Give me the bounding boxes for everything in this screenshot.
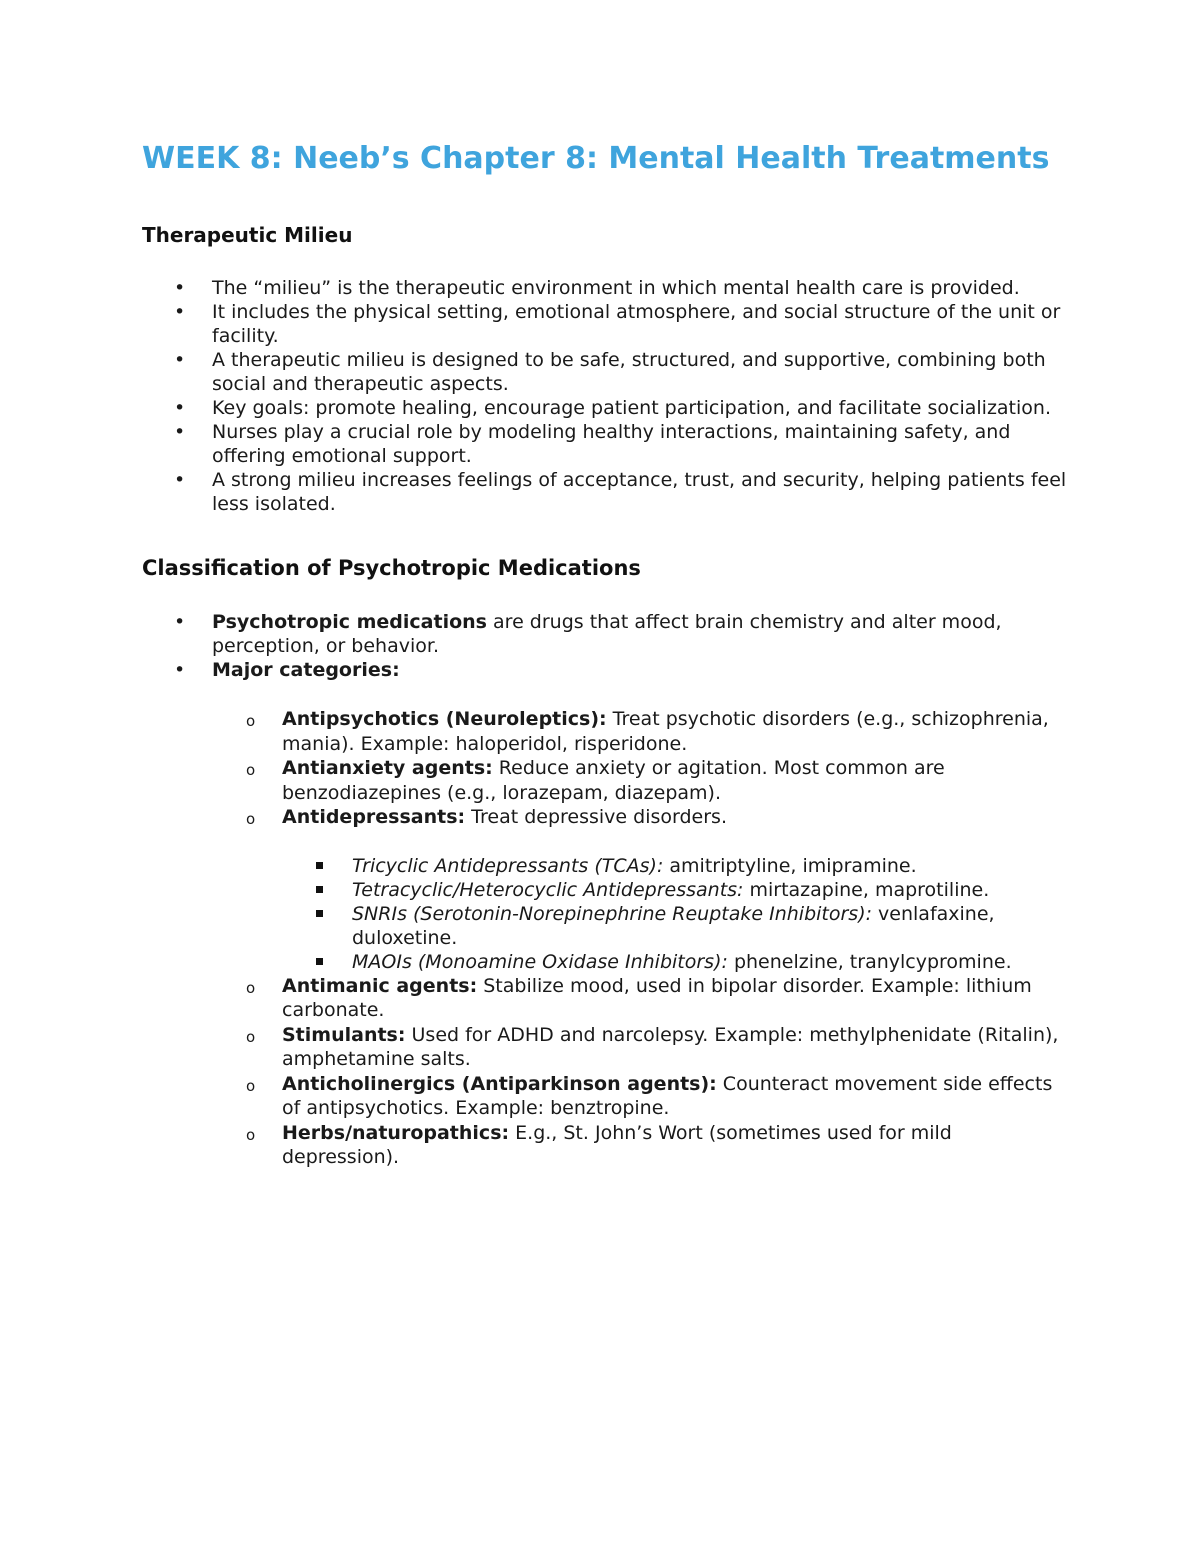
category-item: o Herbs/naturopathics: E.g., St. John’s Wort (sometimes used for mild depression). bbox=[246, 1121, 952, 1168]
section-heading-therapeutic-milieu: Therapeutic Milieu bbox=[142, 223, 353, 247]
category-item: o Antidepressants: Treat depressive disorders. Tricyclic Antidepressants (TCAs): amitriptyline, imipramine. Tetracyclic/Heterocyclic Antidepressants: mirtazapine, maprotiline. SNRIs (Serotonin-Norepinephrine Reuptake Inhibitors): venlafaxine, duloxetine. MAOIs (Monoamine Oxidase Inhibitors): phenelzine, tranylcypromine. bbox=[142, 805, 1072, 974]
square-bullet-icon bbox=[316, 958, 323, 965]
list-item: • Major categories: o Antipsychotics (Neuroleptics): Treat psychotic disorders (e.g., schizophrenia, mania). Example: haloperidol, risperidone. o Antianxiety agents: Reduce anxiety or agitation. Most common are benzodiazepines (e.g., lorazepam, diazepam). o Antidepressants: Treat depressive disorders. Tricyclic Antidepressants (TCAs): amitriptyline, imipramine. Tetracyclic/Heterocyclic Antidepressants: mirtazapine, maprotiline. SNRIs (Serotonin-Norepinephrine Reuptake Inhibitors): venlafaxine, duloxetine. MAOIs (Monoamine Oxidase Inhibitors): phenelzine, tranylcypromine. o Antimanic agents: Stabilize mood, used in bipolar disorder. Example: lithium carbonate. o Stimulants: Used for ADHD and narcolepsy. Example: methylphenidate (Ritalin), amphetamine salts. o Anticholinergics (Antiparkinson agents): Counteract movement side effects of antipsychotics. Example: benztropine. o Herbs/naturopathics: E.g., St. John’s Wort (sometimes used for mild depression). bbox=[142, 658, 1072, 1170]
antidepressant-type-list bbox=[282, 854, 1072, 974]
list-item: • The “milieu” is the therapeutic environment in which mental health care is provided. bbox=[174, 277, 1020, 299]
list-item: • A therapeutic milieu is designed to be safe, structured, and supportive, combining both social and therapeutic aspects. bbox=[174, 349, 1046, 395]
antidepressant-type-item: SNRIs (Serotonin-Norepinephrine Reuptake Inhibitors): venlafaxine, duloxetine. bbox=[142, 902, 1072, 950]
bullet-icon: • bbox=[174, 611, 186, 633]
medication-bullet-list bbox=[142, 610, 1072, 1170]
list-item: • Nurses play a crucial role by modeling healthy interactions, maintaining safety, and offering emotional support. bbox=[174, 421, 1011, 467]
bullet-icon: • bbox=[174, 349, 186, 371]
bullet-icon: • bbox=[174, 301, 186, 323]
circle-bullet-icon: o bbox=[246, 1076, 256, 1095]
bullet-icon: • bbox=[174, 659, 186, 681]
bullet-icon: • bbox=[174, 397, 186, 419]
square-bullet-icon bbox=[316, 886, 323, 893]
category-list bbox=[212, 707, 1072, 1170]
list-item: • It includes the physical setting, emotional atmosphere, and social structure of the unit or facility. bbox=[174, 301, 1061, 347]
bullet-icon: • bbox=[174, 421, 186, 443]
circle-bullet-icon: o bbox=[246, 810, 256, 828]
square-bullet-icon bbox=[316, 910, 323, 917]
circle-bullet-icon: o bbox=[246, 1125, 256, 1144]
category-item: o Antimanic agents: Stabilize mood, used in bipolar disorder. Example: lithium carbonate. bbox=[246, 974, 1032, 1021]
circle-bullet-icon: o bbox=[246, 712, 256, 730]
bullet-icon: • bbox=[174, 277, 186, 299]
document-title: WEEK 8: Neeb’s Chapter 8: Mental Health Treatments bbox=[142, 141, 1050, 176]
circle-bullet-icon: o bbox=[246, 1027, 256, 1046]
category-item: o Stimulants: Used for ADHD and narcolepsy. Example: methylphenidate (Ritalin), amphetamine salts. bbox=[246, 1023, 1059, 1070]
list-item: • Key goals: promote healing, encourage patient participation, and facilitate socialization. bbox=[174, 397, 1051, 419]
list-item: • A strong milieu increases feelings of acceptance, trust, and security, helping patients feel less isolated. bbox=[174, 469, 1067, 515]
antidepressant-type-item: Tetracyclic/Heterocyclic Antidepressants: mirtazapine, maprotiline. bbox=[142, 878, 1072, 902]
document-page bbox=[142, 140, 1072, 1170]
category-item: o Antipsychotics (Neuroleptics): Treat psychotic disorders (e.g., schizophrenia, mania). Example: haloperidol, risperidone. bbox=[246, 708, 1049, 755]
circle-bullet-icon: o bbox=[246, 978, 256, 997]
category-item: o Antianxiety agents: Reduce anxiety or agitation. Most common are benzodiazepines (e.g., lorazepam, diazepam). bbox=[246, 757, 945, 804]
bullet-icon: • bbox=[174, 469, 186, 491]
antidepressant-type-item: MAOIs (Monoamine Oxidase Inhibitors): phenelzine, tranylcypromine. bbox=[142, 950, 1072, 974]
antidepressant-type-item: Tricyclic Antidepressants (TCAs): amitriptyline, imipramine. bbox=[142, 854, 1072, 878]
milieu-bullet-list bbox=[142, 276, 1072, 516]
list-item: • Psychotropic medications are drugs that affect brain chemistry and alter mood, perception, or behavior. bbox=[174, 611, 1002, 657]
category-item: o Anticholinergics (Antiparkinson agents): Counteract movement side effects of antipsychotics. Example: benztropine. bbox=[246, 1072, 1053, 1119]
section-heading-psychotropic-classification: Classification of Psychotropic Medications bbox=[142, 556, 641, 580]
square-bullet-icon bbox=[316, 862, 323, 869]
circle-bullet-icon: o bbox=[246, 761, 256, 779]
